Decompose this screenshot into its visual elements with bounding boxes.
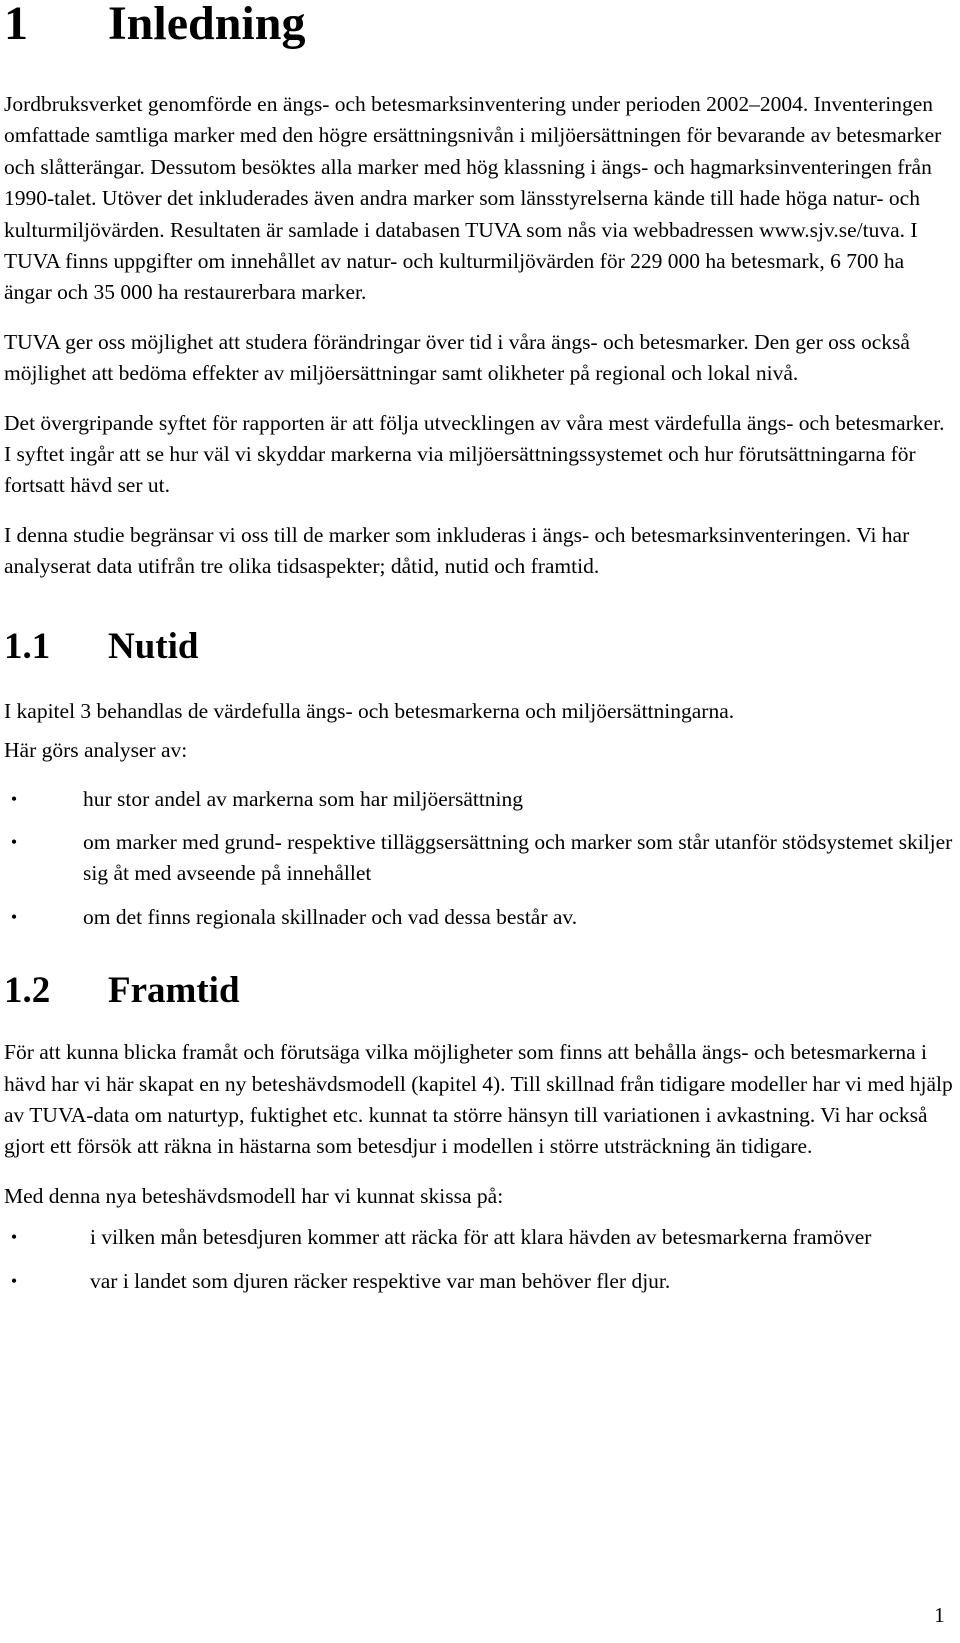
- intro-paragraph-2: TUVA ger oss möjlighet att studera förändringar över tid i våra ängs- och betesmarker. Den ger oss också möjlighet att bedöma effekter av miljöersättningar samt olikheter på regional och lokal nivå.: [4, 329, 910, 386]
- list-item-text: hur stor andel av markerna som har miljöersättning: [83, 786, 524, 811]
- nutid-paragraph-2: Här görs analyser av:: [4, 738, 188, 763]
- framtid-paragraph-1: För att kunna blicka framåt och förutsäga vilka möjligheter som finns att behålla ängs- och betesmarkerna i hävd har vi här skapat en ny beteshävdsmodell (kapitel 4). Till skillnad från tidigare modeller har vi med hjälp av TUVA-data om naturtyp, fuktighet etc. kunnat ta större hänsyn till variationen i avkastning. Vi har också gjort ett försök att räkna in hästarna som betesdjur i modellen i större utsträckning än tidigare.: [4, 1040, 953, 1159]
- list-item-text: var i landet som djuren räcker respektive var man behöver fler djur.: [90, 1268, 671, 1293]
- nutid-bullet-list: [4, 784, 954, 934]
- list-item: [4, 1222, 954, 1253]
- list-item-text: om marker med grund- respektive tilläggsersättning och marker som står utanför stödsystemet skiljer sig åt med avseende på innehållet: [83, 829, 953, 886]
- bullet-icon: •: [10, 831, 18, 852]
- list-item: [4, 827, 954, 890]
- bullet-icon: •: [10, 1270, 18, 1291]
- chapter-number: 1: [4, 0, 28, 50]
- intro-paragraph-4: I denna studie begränsar vi oss till de marker som inkluderas i ängs- och betesmarksinventeringen. Vi har analyserat data utifrån tre olika tidsaspekter; dåtid, nutid och framtid.: [4, 522, 910, 579]
- chapter-title: Inledning: [108, 0, 306, 50]
- chapter-heading: [4, 0, 954, 48]
- section-number: 1.1: [4, 625, 51, 667]
- intro-paragraph-1: Jordbruksverket genomförde en ängs- och betesmarksinventering under perioden 2002–2004. Inventeringen omfattade samtliga marker med den högre ersättningsnivån i miljöersättningen för bevarande av betesmarker och slåtterängar. Dessutom besöktes alla marker med hög klassning i ängs- och hagmarksinventeringen från 1990-talet. Utöver det inkluderades även andra marker som länsstyrelserna kände till hade höga natur- och kulturmiljövärden. Resultaten är samlade i databasen TUVA som nås via webbadressen www.sjv.se/tuva. I TUVA finns uppgifter om innehållet av natur- och kulturmiljövärden för 229 000 ha betesmark, 6 700 ha ängar och 35 000 ha restaurerbara marker.: [4, 92, 942, 305]
- section-heading-nutid: [4, 627, 954, 667]
- list-item: [4, 784, 954, 815]
- section-title: Framtid: [108, 970, 240, 1012]
- intro-paragraph-3: Det övergripande syftet för rapporten är att följa utvecklingen av våra mest värdefulla ängs- och betesmarker. I syftet ingår att se hur väl vi skyddar markerna via miljöersättningssystemet och hur förutsättningarna för fortsatt hävd ser ut.: [4, 410, 945, 498]
- list-item: [4, 1266, 954, 1297]
- bullet-icon: •: [10, 788, 18, 809]
- section-number: 1.2: [4, 970, 51, 1012]
- document-content: [4, 0, 954, 1297]
- framtid-paragraph-2: Med denna nya beteshävdsmodell har vi kunnat skissa på:: [4, 1183, 504, 1208]
- bullet-icon: •: [10, 906, 18, 927]
- framtid-bullet-list: [4, 1222, 954, 1297]
- list-item: [4, 902, 954, 933]
- bullet-icon: •: [10, 1227, 18, 1248]
- page-number: 1: [934, 1603, 945, 1627]
- nutid-paragraph-1: I kapitel 3 behandlas de värdefulla ängs- och betesmarkerna och miljöersättningarna.: [4, 698, 735, 723]
- list-item-text: om det finns regionala skillnader och vad dessa består av.: [83, 904, 578, 929]
- section-heading-framtid: [4, 971, 954, 1011]
- list-item-text: i vilken mån betesdjuren kommer att räcka för att klara hävden av betesmarkerna framöver: [90, 1225, 872, 1250]
- section-title: Nutid: [108, 625, 199, 667]
